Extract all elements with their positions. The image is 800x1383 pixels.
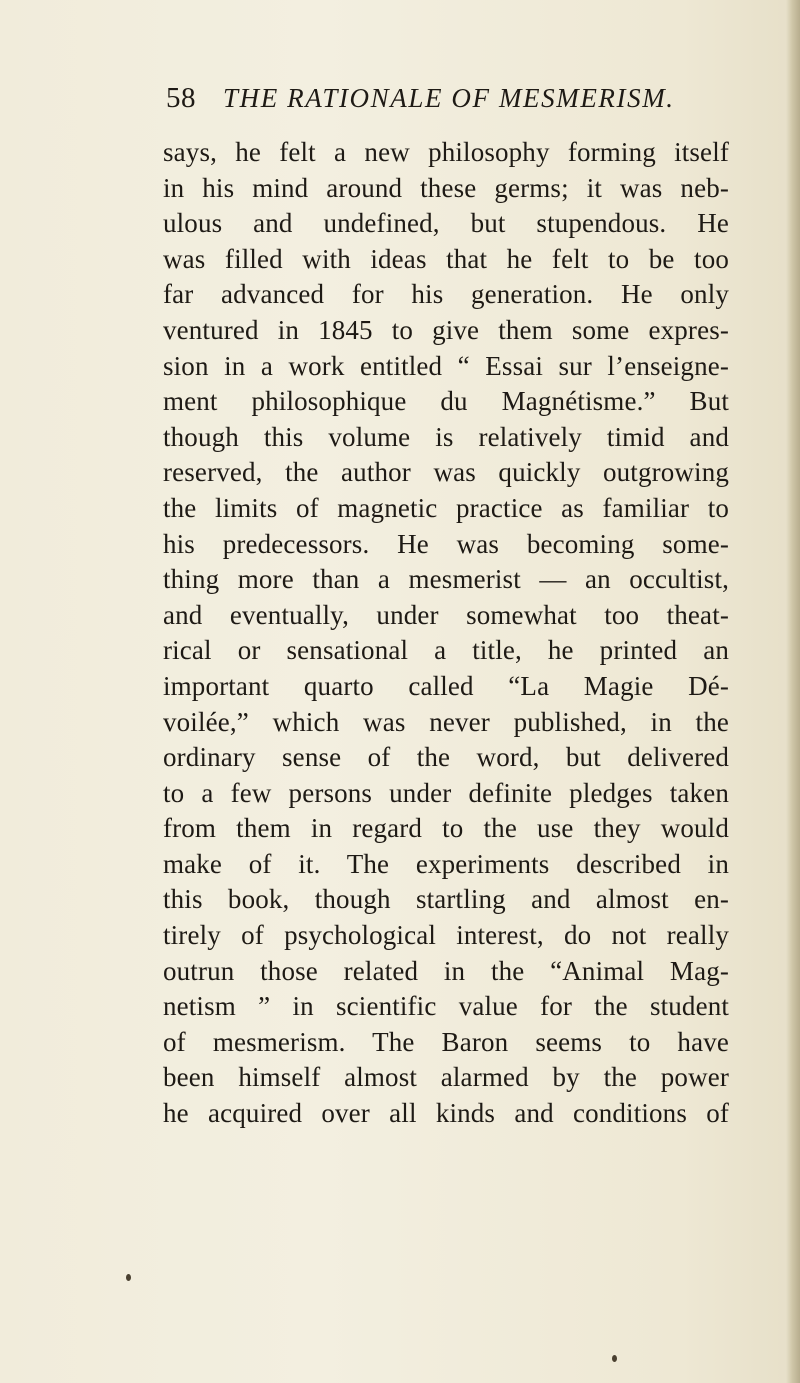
running-head [166,82,726,118]
text-line: tirely of psychological interest, do not really [163,920,729,951]
text-line: and eventually, under somewhat too theat- [163,599,729,630]
text-line: sion in a work entitled “ Essai sur l’enseigne- [163,350,729,381]
running-title: THE RATIONALE OF MESMERISM. [223,83,675,113]
text-line: in his mind around these germs; it was neb- [163,172,729,203]
text-line: was filled with ideas that he felt to be too [163,243,729,274]
text-line: rical or sensational a title, he printed an [163,635,729,666]
text-line: outrun those related in the “Animal Mag- [163,955,729,986]
text-line: ventured in 1845 to give them some expres- [163,314,729,345]
text-line: ulous and undefined, but stupendous. He [163,208,729,239]
page-number: 58 [166,82,196,114]
text-line: far advanced for his generation. He only [163,279,729,310]
ink-speck [126,1274,131,1281]
text-line: this book, though startling and almost en- [163,884,729,915]
text-line: netism ” in scientific value for the student [163,991,729,1022]
text-line: says, he felt a new philosophy forming itself [163,137,729,167]
text-line: reserved, the author was quickly outgrowing [163,457,729,488]
text-line: make of it. The experiments described in [163,848,729,879]
text-line: voilée,” which was never published, in the [163,706,729,737]
text-line: been himself almost alarmed by the power [163,1062,729,1093]
text-line: his predecessors. He was becoming some- [163,528,729,559]
page-edge-shadow [786,0,800,1383]
text-line: though this volume is relatively timid and [163,421,729,452]
text-line: he acquired over all kinds and conditions of [163,1098,729,1129]
text-line: ment philosophique du Magnétisme.” But [163,386,729,417]
body-text [163,135,729,1132]
ink-speck [612,1355,617,1362]
text-line: of mesmerism. The Baron seems to have [163,1026,729,1057]
text-line: from them in regard to the use they would [163,813,729,844]
text-line: the limits of magnetic practice as familiar to [163,492,729,523]
text-line: ordinary sense of the word, but delivered [163,742,729,773]
text-line: to a few persons under definite pledges taken [163,777,729,808]
text-line: important quarto called “La Magie Dé- [163,670,729,701]
text-line: thing more than a mesmerist — an occultist, [163,564,729,595]
